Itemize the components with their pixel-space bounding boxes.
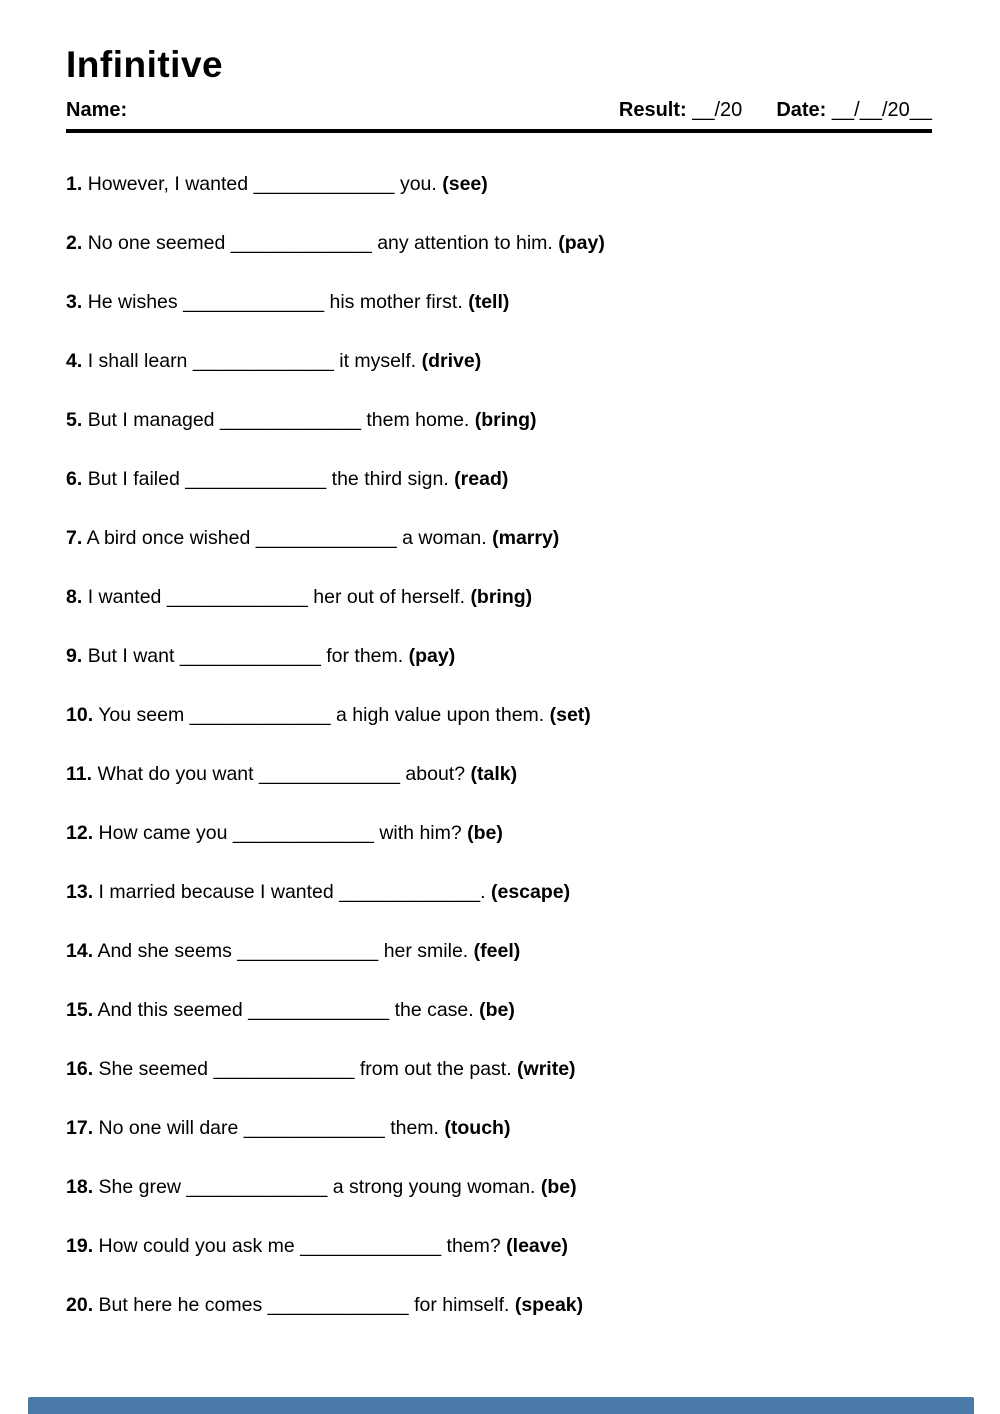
question-number: 12. [66,821,94,844]
question-text-before: How came you [98,821,228,844]
question-number: 3. [66,290,83,313]
question-number: 13. [66,880,94,903]
verb-hint: (talk) [470,762,518,785]
result-date-group [619,98,932,122]
question-number: 14. [66,939,94,962]
question-text-before: And she seems [97,939,232,962]
question-number: 19. [66,1234,94,1257]
question-row [66,702,932,728]
question-text-before: No one will dare [98,1116,239,1139]
result-label: Result: [618,98,687,121]
question-text-after: her out of herself. [313,585,466,608]
question-number: 1. [66,172,83,195]
answer-blank: _____________ [232,821,374,844]
footer-bar [28,1397,974,1414]
question-text-after: her smile. [383,939,469,962]
question-text-before: And this seemed [97,998,243,1021]
answer-blank: _____________ [186,1175,328,1198]
question-text-before: I married because I wanted [98,880,334,903]
answer-blank: _____________ [267,1293,409,1316]
verb-hint: (escape) [491,880,571,903]
answer-blank: _____________ [248,998,390,1021]
answer-blank: _____________ [255,526,397,549]
question-row [66,879,932,905]
question-row [66,997,932,1023]
question-text-before: But here he comes [98,1293,263,1316]
verb-hint: (pay) [408,644,456,667]
answer-blank: _____________ [258,762,400,785]
verb-hint: (bring) [474,408,537,431]
answer-blank: _____________ [243,1116,385,1139]
answer-blank: _____________ [185,467,327,490]
question-text-before: She grew [98,1175,181,1198]
question-row [66,466,932,492]
question-text-before: He wishes [87,290,178,313]
page-title: Infinitive [66,44,224,85]
question-row [66,171,932,197]
answer-blank: _____________ [166,585,308,608]
date-value: __/__/20__ [831,98,932,121]
question-text-before: A bird once wished [86,526,251,549]
question-number: 5. [66,408,83,431]
verb-hint: (tell) [468,290,510,313]
question-number: 8. [66,585,83,608]
result-value: __/20 [692,98,743,121]
answer-blank: _____________ [230,231,372,254]
question-number: 4. [66,349,83,372]
header-meta-row [66,98,932,122]
answer-blank: _____________ [219,408,361,431]
question-text-after: his mother first. [329,290,463,313]
question-text-after: with him? [379,821,462,844]
verb-hint: (write) [517,1057,576,1080]
verb-hint: (speak) [514,1293,584,1316]
answer-blank: _____________ [179,644,321,667]
question-text-before: I wanted [87,585,162,608]
question-row [66,938,932,964]
answer-blank: _____________ [183,290,325,313]
question-number: 7. [66,526,83,549]
answer-blank: _____________ [213,1057,355,1080]
question-row [66,348,932,374]
question-row [66,1115,932,1141]
question-number: 18. [66,1175,94,1198]
question-text-before: She seemed [98,1057,209,1080]
date-label: Date: [776,98,827,121]
question-text-before: How could you ask me [98,1234,295,1257]
answer-blank: _____________. [339,880,486,903]
answer-blank: _____________ [237,939,379,962]
question-text-after: a high value upon them. [336,703,545,726]
question-text-after: for himself. [414,1293,510,1316]
question-row [66,1292,932,1318]
verb-hint: (bring) [470,585,533,608]
verb-hint: (marry) [492,526,560,549]
question-text-after: for them. [326,644,404,667]
question-text-before: But I want [87,644,175,667]
verb-hint: (read) [454,467,509,490]
question-text-before: No one seemed [87,231,226,254]
question-row [66,407,932,433]
name-label: Name: [66,98,128,121]
question-text-after: the third sign. [331,467,449,490]
question-row [66,230,932,256]
question-text-after: it myself. [339,349,417,372]
answer-blank: _____________ [192,349,334,372]
question-text-before: I shall learn [87,349,188,372]
verb-hint: (set) [549,703,591,726]
question-text-after: a strong young woman. [332,1175,536,1198]
question-text-before: But I failed [87,467,180,490]
question-text-after: them home. [366,408,470,431]
question-list [66,171,932,1318]
date-field [776,98,932,122]
question-number: 17. [66,1116,94,1139]
question-text-before: But I managed [87,408,215,431]
verb-hint: (be) [467,821,503,844]
question-row [66,584,932,610]
question-text-after: them? [446,1234,501,1257]
question-row [66,525,932,551]
question-number: 15. [66,998,94,1021]
question-text-after: them. [390,1116,439,1139]
question-text-before: However, I wanted [87,172,249,195]
verb-hint: (touch) [444,1116,511,1139]
verb-hint: (be) [540,1175,577,1198]
header-divider [66,129,932,133]
question-number: 16. [66,1057,94,1080]
question-row [66,643,932,669]
verb-hint: (leave) [506,1234,568,1257]
result-field [619,98,742,122]
question-row [66,1233,932,1259]
question-number: 11. [66,762,93,785]
question-row [66,289,932,315]
answer-blank: _____________ [253,172,395,195]
question-number: 6. [66,467,83,490]
question-text-after: a woman. [402,526,487,549]
question-number: 20. [66,1293,94,1316]
verb-hint: (feel) [473,939,521,962]
answer-blank: _____________ [300,1234,442,1257]
question-number: 10. [66,703,94,726]
question-number: 2. [66,231,83,254]
question-row [66,820,932,846]
question-text-after: you. [399,172,437,195]
question-row [66,761,932,787]
question-row [66,1056,932,1082]
verb-hint: (drive) [421,349,482,372]
answer-blank: _____________ [189,703,331,726]
question-text-after: any attention to him. [377,231,553,254]
verb-hint: (be) [479,998,515,1021]
question-row [66,1174,932,1200]
question-text-after: the case. [394,998,474,1021]
question-text-after: from out the past. [359,1057,512,1080]
question-text-before: You seem [98,703,185,726]
verb-hint: (pay) [558,231,605,254]
question-text-before: What do you want [97,762,254,785]
question-text-after: about? [405,762,466,785]
question-number: 9. [66,644,83,667]
verb-hint: (see) [442,172,488,195]
